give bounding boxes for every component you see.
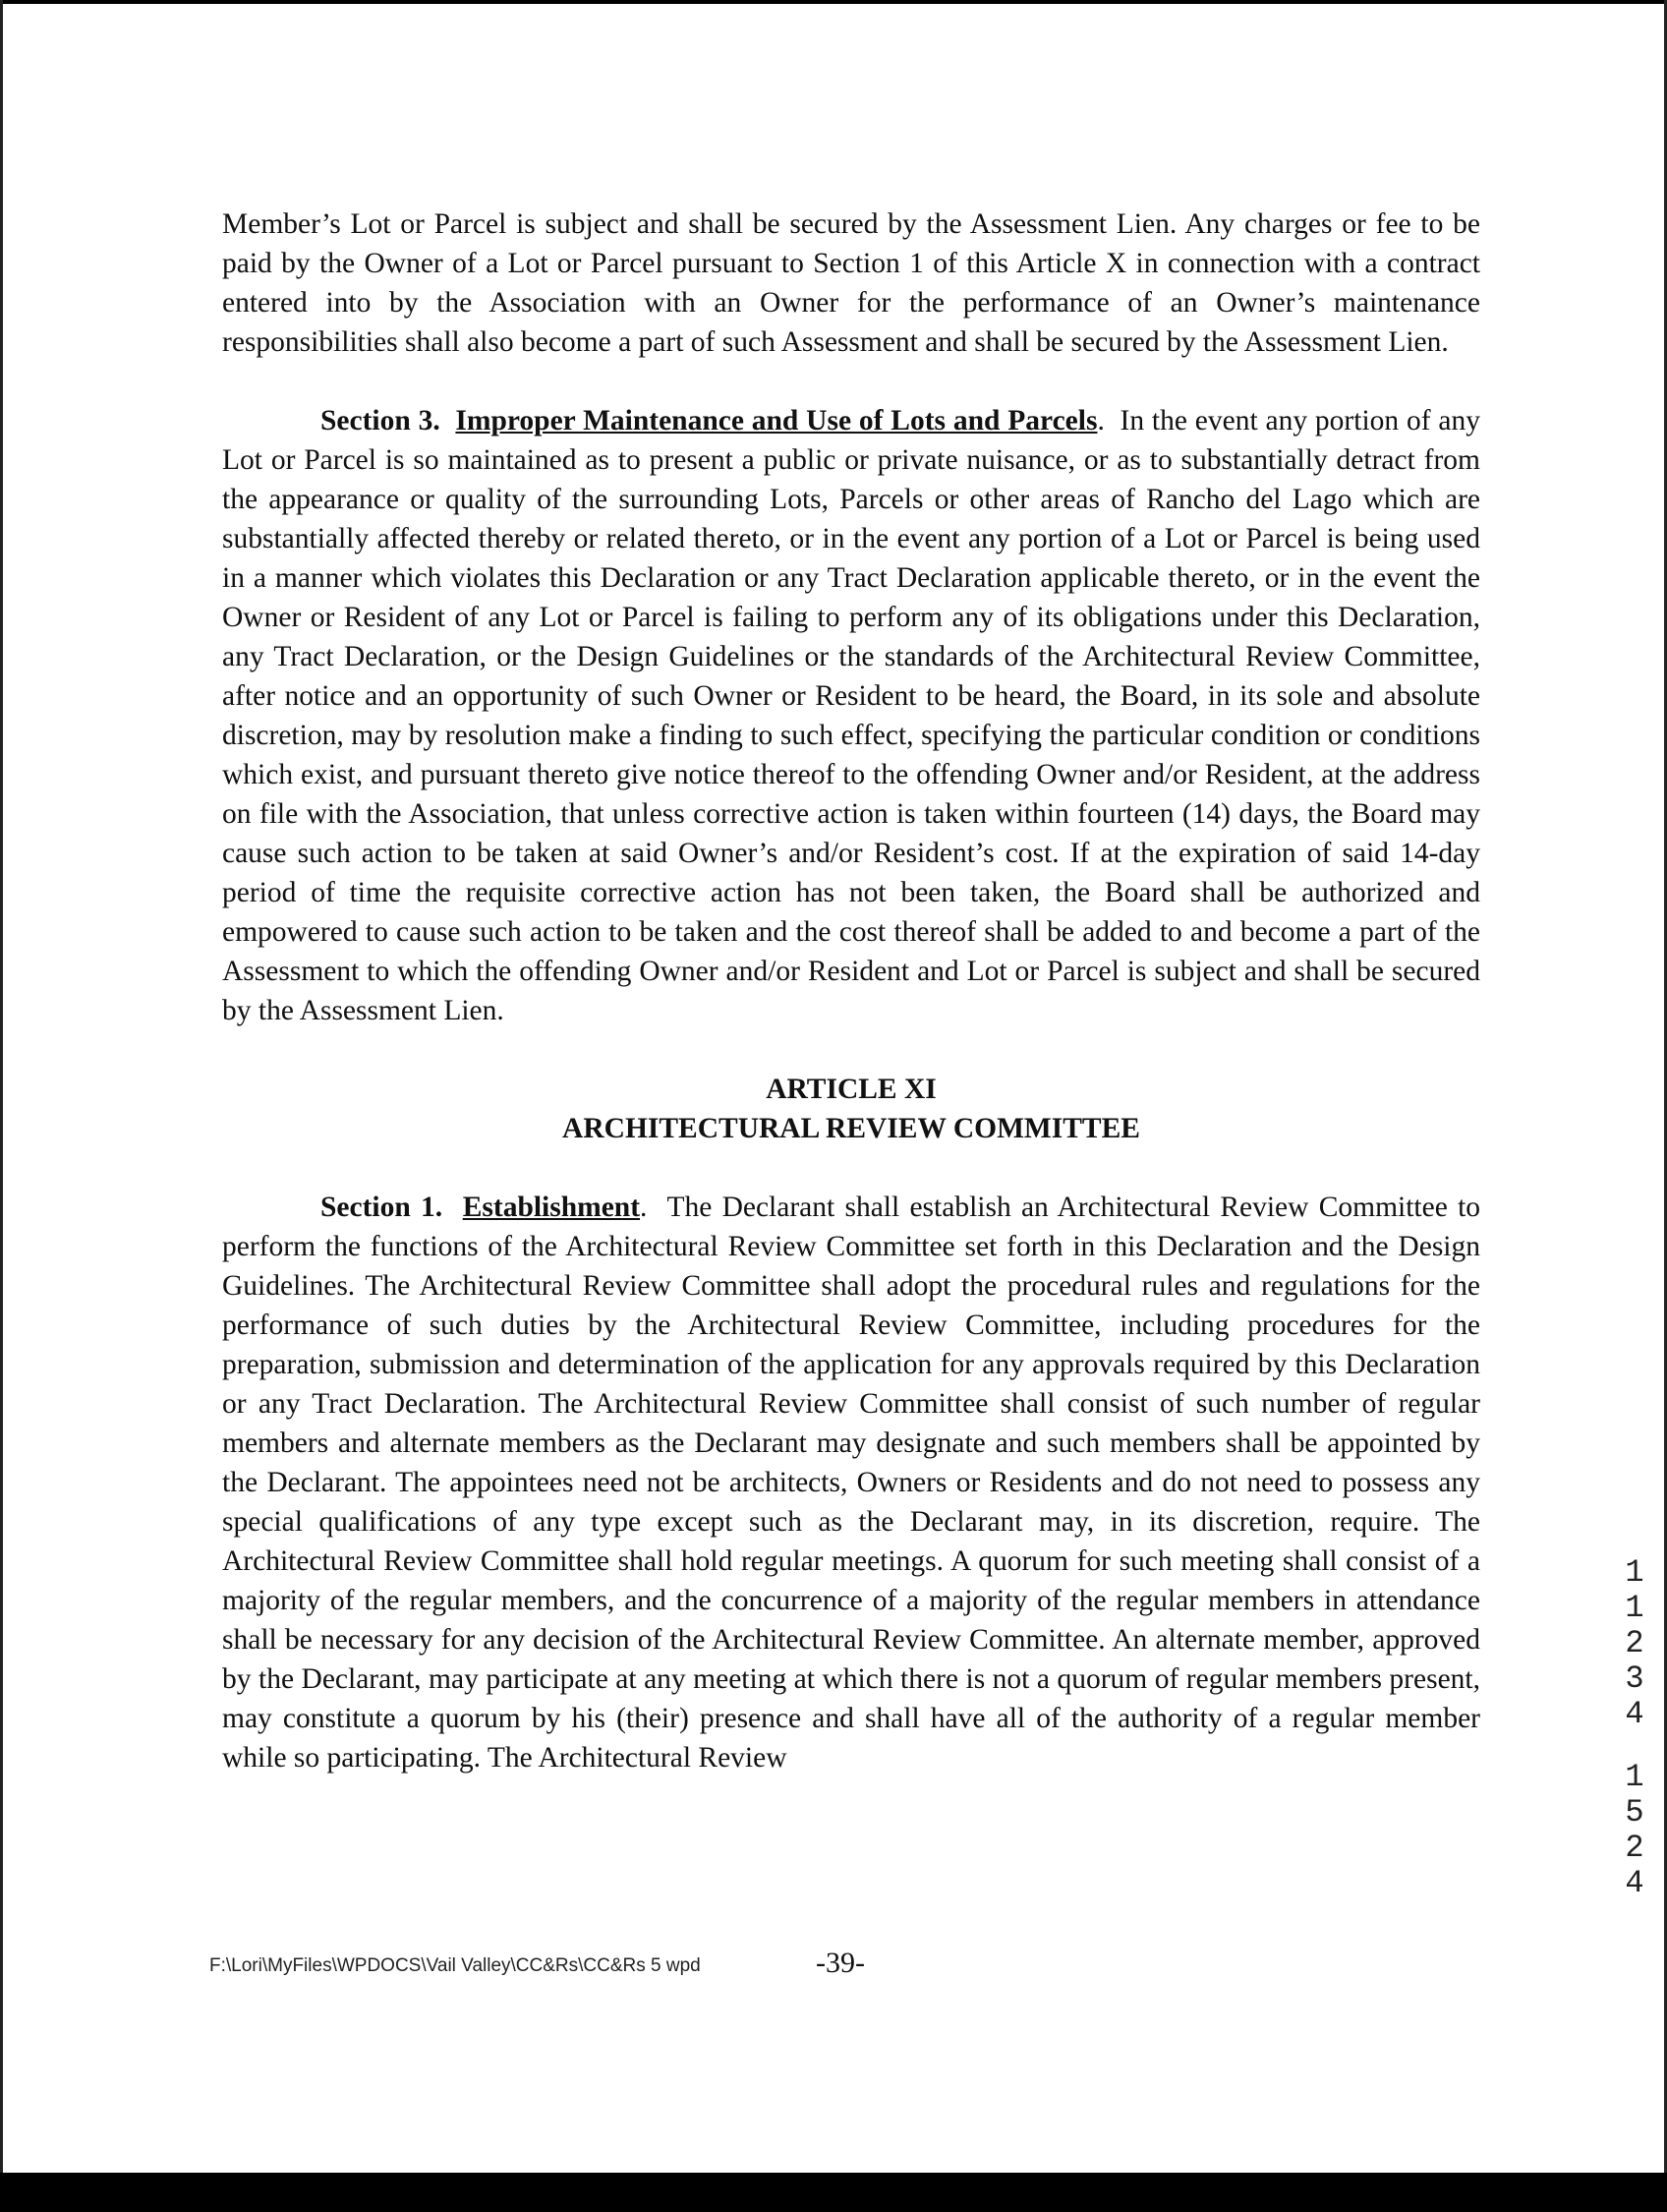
page-number: -39- — [816, 1947, 865, 1979]
stamp-digit: 5 — [1625, 1794, 1644, 1831]
stamp-digit: 2 — [1625, 1625, 1644, 1661]
section-3-label: Section 3. — [320, 405, 440, 437]
section-3-body: In the event any portion of any Lot or Parcel is so maintained as to present a public or private nuisance, or as to substantially detract from the appearance or quality of the surrounding Lots, Parcels or other areas of Rancho del Lago which are substantially affected thereby or related thereto, or in the event any portion of a Lot or Parcel is being used in a manner which violates this Declaration or any Tract Declaration applicable thereto, or in the event the Owner or Resident of any Lot or Parcel is failing to perform any of its obligations under this Declaration, any Tract Declaration, or the Design Guidelines or the standards of the Architectural Review Committee, after notice and an opportunity of such Owner or Resident to be heard, the Board, in its sole and absolute discretion, may by resolution make a finding to such effect, specifying the particular condition or conditions which exist, and pursuant thereto give notice thereof to the offending Owner and/or Resident, at the address on file with the Association, that unless corrective action is taken within fourteen (14) days, the Board may cause such action to be taken at said Owner’s and/or Resident’s cost. If at the expiration of said 14-day period of time the requisite corrective action has not been taken, the Board shall be authorized and empowered to cause such action to be taken and the cost thereof shall be added to and become a part of the Assessment to which the offending Owner and/or Resident and Lot or Parcel is subject and shall be secured by the Assessment Lien. — [222, 405, 1480, 1026]
paragraph-gap — [222, 1030, 1480, 1070]
paragraph-gap — [222, 362, 1480, 401]
stamp-digit: 4 — [1625, 1696, 1644, 1732]
section-3-paragraph: Section 3. Improper Maintenance and Use of Lots and Parcels. In the event any portion of any Lot or Parcel is so maintained as to present a public or private nuisance, or as to substantially detract from the appearance or quality of the surrounding Lots, Parcels or other areas of Rancho del Lago which are substantially affected thereby or related thereto, or in the event any portion of a Lot or Parcel is being used in a manner which violates this Declaration or any Tract Declaration applicable thereto, or in the event the Owner or Resident of any Lot or Parcel is failing to perform any of its obligations under this Declaration, any Tract Declaration, or the Design Guidelines or the standards of the Architectural Review Committee, after notice and an opportunity of such Owner or Resident to be heard, the Board, in its sole and absolute discretion, may by resolution make a finding to such effect, specifying the particular condition or conditions which exist, and pursuant thereto give notice thereof to the offending Owner and/or Resident, at the address on file with the Association, that unless corrective action is taken within fourteen (14) days, the Board may cause such action to be taken at said Owner’s and/or Resident’s cost. If at the expiration of said 14-day period of time the requisite corrective action has not been taken, the Board shall be authorized and empowered to cause such action to be taken and the cost thereof shall be added to and become a part of the Assessment to which the offending Owner and/or Resident and Lot or Parcel is subject and shall be secured by the Assessment Lien. — [222, 405, 1480, 1026]
stamp-digit: 1 — [1625, 1554, 1644, 1591]
section-1-title: Establishment — [462, 1192, 641, 1223]
stamp-digit: 1 — [1625, 1759, 1644, 1795]
section-1-label: Section 1. — [320, 1192, 443, 1223]
recording-stamp — [1620, 1555, 1649, 1901]
section-3-title: Improper Maintenance and Use of Lots and Parcels — [455, 405, 1098, 437]
stamp-digit: 2 — [1625, 1830, 1644, 1866]
article-title: ARCHITECTURAL REVIEW COMMITTEE — [562, 1113, 1140, 1144]
document-body — [222, 204, 1480, 1777]
continued-paragraph: Member’s Lot or Parcel is subject and shall be secured by the Assessment Lien. Any charges or fee to be paid by the Owner of a Lot or Parcel pursuant to Section 1 of this Article X in connection with a contract entered into by the Association with an Owner for the performance of an Owner’s maintenance responsibilities shall also become a part of such Assessment and shall be secured by the Assessment Lien. — [222, 208, 1480, 358]
paragraph-gap — [222, 1148, 1480, 1188]
stamp-gap — [1620, 1732, 1649, 1760]
scan-top-border — [0, 0, 1667, 4]
section-1-paragraph: Section 1. Establishment. The Declarant shall establish an Architectural Review Committee to perform the functions of the Architectural Review Committee set forth in this Declaration and the Design Guidelines. The Architectural Review Committee shall adopt the procedural rules and regulations for the performance of such duties by the Architectural Review Committee, including procedures for the preparation, submission and determination of the application for any approvals required by this Declaration or any Tract Declaration. The Architectural Review Committee shall consist of such number of regular members and alternate members as the Declarant may designate and such members shall be appointed by the Declarant. The appointees need not be architects, Owners or Residents and do not need to possess any special qualifications of any type except such as the Declarant may, in its discretion, require. The Architectural Review Committee shall hold regular meetings. A quorum for such meeting shall consist of a majority of the regular members, and the concurrence of a majority of the regular members in attendance shall be necessary for any decision of the Architectural Review Committee. An alternate member, approved by the Declarant, may participate at any meeting at which there is not a quorum of regular members present, may constitute a quorum by his (their) presence and shall have all of the authority of a regular member while so participating. The Architectural Review — [222, 1192, 1481, 1774]
stamp-digit: 4 — [1625, 1865, 1644, 1901]
stamp-digit: 1 — [1625, 1590, 1644, 1626]
footer-file-path: F:\Lori\MyFiles\WPDOCS\Vail Valley\CC&Rs\CC&Rs 5 wpd — [209, 1955, 701, 1976]
scan-bottom-border — [0, 2173, 1667, 2212]
section-1-body: The Declarant shall establish an Architectural Review Committee to perform the functions of the Architectural Review Committee set forth in this Declaration and the Design Guidelines. The Architectural Review Committee shall adopt the procedural rules and regulations for the performance of such duties by the Architectural Review Committee, including procedures for the preparation, submission and determination of the application for any approvals required by this Declaration or any Tract Declaration. The Architectural Review Committee shall consist of such number of regular members and alternate members as the Declarant may designate and such members shall be appointed by the Declarant. The appointees need not be architects, Owners or Residents and do not need to possess any special qualifications of any type except such as the Declarant may, in its discretion, require. The Architectural Review Committee shall hold regular meetings. A quorum for such meeting shall consist of a majority of the regular members, and the concurrence of a majority of the regular members in attendance shall be necessary for any decision of the Architectural Review Committee. An alternate member, approved by the Declarant, may participate at any meeting at which there is not a quorum of regular members present, may constitute a quorum by his (their) presence and shall have all of the authority of a regular member while so participating. The Architectural Review — [222, 1192, 1481, 1774]
stamp-digit: 3 — [1625, 1660, 1644, 1697]
article-number: ARTICLE XI — [766, 1074, 937, 1105]
scan-left-edge — [0, 0, 3, 2212]
